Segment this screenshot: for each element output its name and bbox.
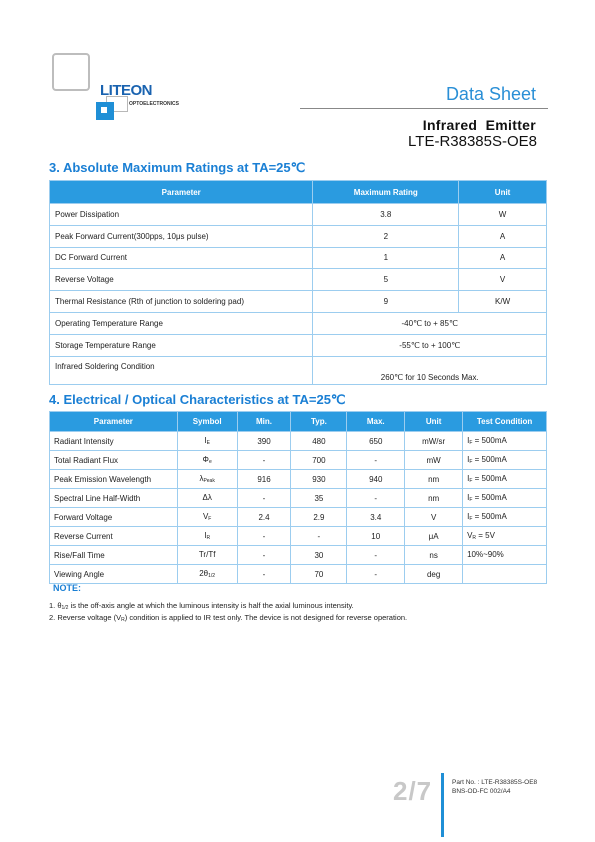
table-row [50, 432, 547, 451]
table-row [50, 247, 547, 269]
unit-cell: A [459, 225, 547, 247]
min-cell: - [237, 527, 291, 546]
notes-heading: NOTE: [53, 583, 81, 593]
unit-cell: nm [405, 470, 463, 489]
parameter-cell: Storage Temperature Range [50, 334, 313, 356]
parameter-cell: Peak Emission Wavelength [50, 470, 178, 489]
min-cell: 2.4 [237, 508, 291, 527]
note-2: 2. Reverse voltage $(V_R)$ condition is applied to IR test only. The device is not designed for reverse operation. [49, 613, 408, 623]
table-row [50, 204, 547, 226]
column-header: Max. [347, 412, 405, 432]
table-header-row [50, 181, 547, 204]
typ-cell: 35 [291, 489, 347, 508]
logo-square-icon [96, 102, 114, 120]
part-number: LTE-R38385S-OE8 [408, 133, 537, 150]
parameter-cell: Power Dissipation [50, 204, 313, 226]
footer-doc-number: BNS-OD-FC 002/A4 [452, 788, 511, 795]
parameter-cell: Thermal Resistance (Rth of junction to soldering pad) [50, 291, 313, 313]
column-header: Parameter [50, 181, 313, 204]
symbol-cell: $I_R$ [177, 527, 237, 546]
max-cell: - [347, 546, 405, 565]
symbol-cell: $V_F$ [177, 508, 237, 527]
symbol-cell: $\Phi_e$ [177, 451, 237, 470]
page-number: 2/7 [393, 776, 433, 806]
parameter-cell: Forward Voltage [50, 508, 178, 527]
unit-cell: ns [405, 546, 463, 565]
test-condition-cell [463, 565, 547, 584]
unit-cell: V [459, 269, 547, 291]
typ-cell: 2.9 [291, 508, 347, 527]
rating-cell: 260℃ for 10 Seconds Max. [313, 356, 547, 384]
symbol-cell: $\lambda_{Peak}$ [177, 470, 237, 489]
table-row [50, 470, 547, 489]
unit-cell: K/W [459, 291, 547, 313]
table-row [50, 546, 547, 565]
table-row [50, 334, 547, 356]
symbol-cell: $2\theta_{1/2}$ [177, 565, 237, 584]
parameter-cell: Infrared Soldering Condition [50, 356, 313, 384]
column-header: Unit [459, 181, 547, 204]
max-cell: 650 [347, 432, 405, 451]
footer-part-number: Part No. : LTE-R38385S-OE8 [452, 779, 538, 786]
test-condition-cell: $I_F = 500mA$ [463, 489, 547, 508]
typ-cell: 480 [291, 432, 347, 451]
table-header-row [50, 412, 547, 432]
parameter-cell: Peak Forward Current(300pps, 10μs pulse) [50, 225, 313, 247]
max-cell: 3.4 [347, 508, 405, 527]
parameter-cell: Radiant Intensity [50, 432, 178, 451]
typ-cell: - [291, 527, 347, 546]
table-row [50, 489, 547, 508]
column-header: Unit [405, 412, 463, 432]
parameter-cell: Operating Temperature Range [50, 312, 313, 334]
column-header: Parameter [50, 412, 178, 432]
test-condition-cell: $I_F = 500mA$ [463, 470, 547, 489]
section-title-abs-max: 3. Absolute Maximum Ratings at TA=25℃ [49, 160, 306, 175]
abs-max-table [49, 180, 547, 385]
note-1: 1. $\theta_{1/2}$ is the off-axis angle at which the luminous intensity is half the axial luminous intensity. [49, 601, 354, 611]
brand-logo: LITEON [100, 82, 152, 99]
symbol-cell: $I_E$ [177, 432, 237, 451]
unit-cell: deg [405, 565, 463, 584]
unit-cell: μA [405, 527, 463, 546]
table-row [50, 312, 547, 334]
parameter-cell: DC Forward Current [50, 247, 313, 269]
unit-cell: mW/sr [405, 432, 463, 451]
table-row [50, 451, 547, 470]
table-row [50, 527, 547, 546]
logo-frame-icon [52, 53, 90, 91]
symbol-cell: Δλ [177, 489, 237, 508]
test-condition-cell: $V_R = 5V$ [463, 527, 547, 546]
min-cell: 390 [237, 432, 291, 451]
electrical-table [49, 411, 547, 584]
section-title-electrical: 4. Electrical / Optical Characteristics at TA=25℃ [49, 392, 346, 407]
table-row [50, 565, 547, 584]
unit-cell: W [459, 204, 547, 226]
table-row [50, 269, 547, 291]
parameter-cell: Viewing Angle [50, 565, 178, 584]
test-condition-cell: $I_F = 500mA$ [463, 451, 547, 470]
header-divider [300, 108, 548, 109]
parameter-cell: Reverse Current [50, 527, 178, 546]
rating-cell: 2 [313, 225, 459, 247]
typ-cell: 70 [291, 565, 347, 584]
min-cell: 916 [237, 470, 291, 489]
parameter-cell: Reverse Voltage [50, 269, 313, 291]
typ-cell: 930 [291, 470, 347, 489]
max-cell: - [347, 451, 405, 470]
max-cell: - [347, 489, 405, 508]
min-cell: - [237, 546, 291, 565]
column-header: Test Condition [463, 412, 547, 432]
rating-cell: 3.8 [313, 204, 459, 226]
min-cell: - [237, 489, 291, 508]
brand-subtitle: OPTOELECTRONICS [129, 101, 179, 107]
doc-title: Data Sheet [445, 84, 536, 104]
unit-cell: mW [405, 451, 463, 470]
typ-cell: 30 [291, 546, 347, 565]
footer-divider [441, 773, 444, 837]
symbol-cell: Tr/Tf [177, 546, 237, 565]
test-condition-cell: $I_F = 500mA$ [463, 432, 547, 451]
table-row [50, 291, 547, 313]
test-condition-cell: $I_F = 500mA$ [463, 508, 547, 527]
unit-cell: V [405, 508, 463, 527]
parameter-cell: Spectral Line Half-Width [50, 489, 178, 508]
column-header: Symbol [177, 412, 237, 432]
test-condition-cell: 10%~90% [463, 546, 547, 565]
rating-cell: -55℃ to + 100℃ [313, 334, 547, 356]
rating-cell: 5 [313, 269, 459, 291]
unit-cell: nm [405, 489, 463, 508]
table-row [50, 225, 547, 247]
unit-cell: A [459, 247, 547, 269]
parameter-cell: Total Radiant Flux [50, 451, 178, 470]
max-cell: 10 [347, 527, 405, 546]
rating-cell: -40℃ to + 85℃ [313, 312, 547, 334]
min-cell: - [237, 451, 291, 470]
parameter-cell: Rise/Fall Time [50, 546, 178, 565]
column-header: Maximum Rating [313, 181, 459, 204]
column-header: Min. [237, 412, 291, 432]
table-row [50, 508, 547, 527]
typ-cell: 700 [291, 451, 347, 470]
rating-cell: 9 [313, 291, 459, 313]
column-header: Typ. [291, 412, 347, 432]
table-row [50, 356, 547, 384]
max-cell: - [347, 565, 405, 584]
rating-cell: 1 [313, 247, 459, 269]
min-cell: - [237, 565, 291, 584]
product-type: Infrared Emitter [422, 117, 536, 133]
max-cell: 940 [347, 470, 405, 489]
